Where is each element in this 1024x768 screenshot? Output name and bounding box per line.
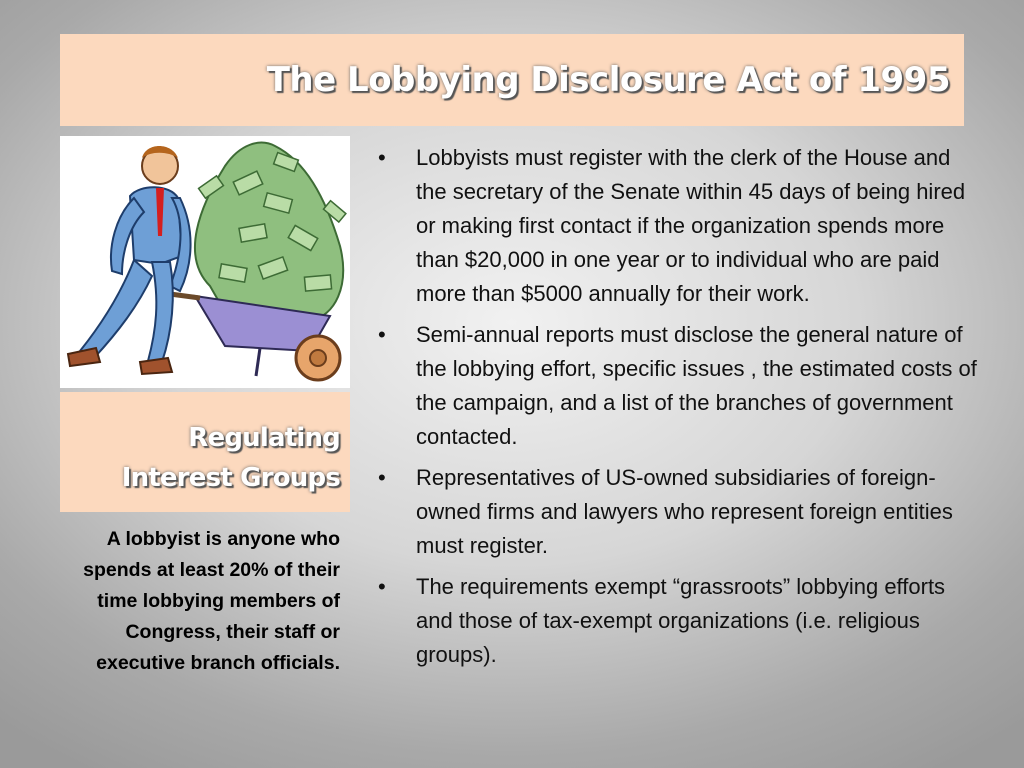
lobbyist-definition: A lobbyist is anyone who spends at least 20% of their time lobbying members of Congress, their staff or executive branch officials. <box>83 528 340 674</box>
bullet-text: Semi-annual reports must disclose the general nature of the lobbying effort, specific issues , the estimated costs of the campaign, and a list of the branches of government contacted. <box>416 322 977 449</box>
bullet-list <box>372 141 982 679</box>
bullet-item-registration <box>372 141 982 311</box>
slide-subtitle: Regulating Interest Groups <box>121 423 340 493</box>
bullet-item-exemptions <box>372 570 982 672</box>
title-bar <box>60 34 964 126</box>
bullet-text: Lobbyists must register with the clerk of the House and the secretary of the Senate within 45 days of being hired or making first contact if the organization spends more than $20,000 in one year or to individual who are paid more than $5000 annually for their work. <box>416 145 966 306</box>
bullet-icon: • <box>378 145 386 170</box>
slide-title: The Lobbying Disclosure Act of 1995 <box>266 60 950 100</box>
bullet-item-foreign <box>372 461 982 563</box>
man-pushing-wheelbarrow-icon <box>60 136 350 388</box>
bullet-text: Representatives of US-owned subsidiaries of foreign-owned firms and lawyers who represent foreign entities must register. <box>416 465 953 558</box>
bullet-text: The requirements exempt “grassroots” lobbying efforts and those of tax-exempt organizations (i.e. religious groups). <box>416 574 946 667</box>
bullet-icon: • <box>378 574 386 599</box>
bullet-item-reports <box>372 318 982 454</box>
subtitle-box <box>60 392 350 512</box>
bullet-icon: • <box>378 465 386 490</box>
bullet-icon: • <box>378 322 386 347</box>
lobbyist-clipart <box>60 136 350 388</box>
